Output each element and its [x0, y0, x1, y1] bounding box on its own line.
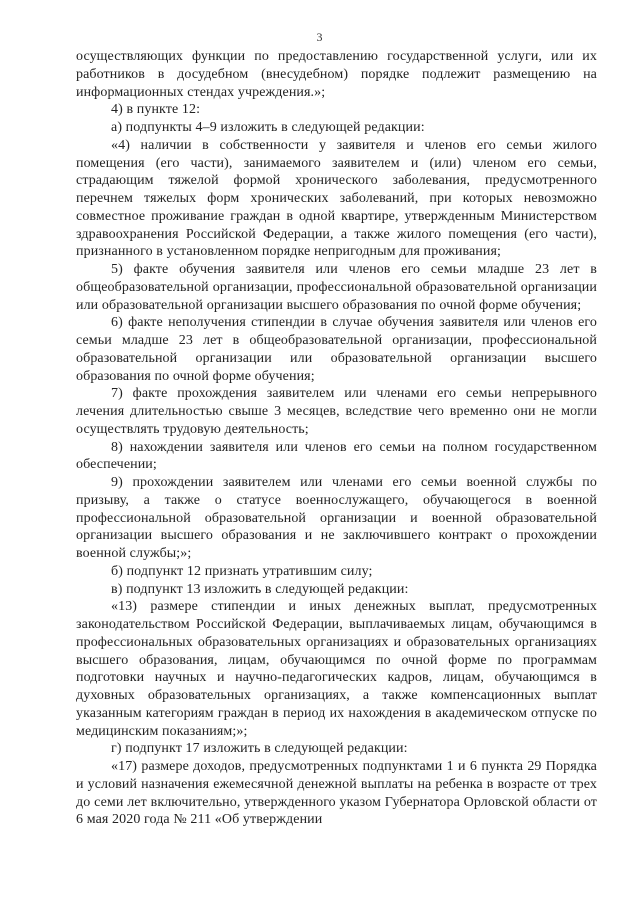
document-body — [76, 48, 597, 829]
paragraph-continuation: осуществляющих функции по предоставлению государственной услуги, или их работников в досудебном (внесудебном) порядке подлежит размещению на информационных стендах учреждения.»; — [76, 49, 597, 100]
paragraph-subpoint-6: 6) факте неполучения стипендии в случае обучения заявителя или членов его семьи младше 23 лет в общеобразовательной организации, профессиональной образовательной организации или образовательной организации высшего образования по очной форме обучения; — [76, 315, 597, 384]
paragraph-subitem-v: в) подпункт 13 изложить в следующей редакции: — [111, 581, 409, 597]
paragraph-subpoint-7: 7) факте прохождения заявителем или членами его семьи непрерывного лечения длительностью свыше 3 месяцев, вследствие чего временно они не могли осуществлять трудовую деятельность; — [76, 386, 597, 437]
paragraph-subpoint-13: «13) размере стипендии и иных денежных выплат, предусмотренных законодательством Российской Федерации, выплачиваемых лицам, обучающимся в профессиональных образовательных организациях и образовательных организациях высшего образования, лицам, обучающимся по очной форме по программам подготовки научных и научно-педагогических кадров, лицам, обучающимся в духовных образовательных организациях, а также компенсационных выплат указанным категориям граждан в период их нахождения в академическом отпуске по медицинским показаниям;»; — [76, 599, 597, 739]
paragraph-subitem-a: а) подпункты 4–9 изложить в следующей редакции: — [111, 120, 425, 135]
page-number: 3 — [316, 30, 323, 44]
paragraph-subpoint-17: «17) размере доходов, предусмотренных подпунктами 1 и 6 пункта 29 Порядка и условий назначения ежемесячной денежной выплаты на ребенка в возрасте от трех до семи лет включительно, утвержденного указом Губернатора Орловской области от 6 мая 2020 года № 211 «Об утверждении — [76, 759, 597, 828]
paragraph-subpoint-9: 9) прохождении заявителем или членами его семьи военной службы по призыву, а также о статусе военнослужащего, обучающегося в военной профессиональной образовательной организации и военной образовательной организации высшего образования и не заключившего контракт о прохождении военной службы;»; — [76, 475, 597, 561]
paragraph-subitem-g: г) подпункт 17 изложить в следующей редакции: — [111, 741, 408, 757]
paragraph-item-4-heading: 4) в пункте 12: — [111, 102, 201, 118]
paragraph-subpoint-5: 5) факте обучения заявителя или членов его семьи младше 23 лет в общеобразовательной организации, профессиональной образовательной организации или образовательной организации высшего образования по очной форме обучения; — [76, 262, 597, 313]
paragraph-subitem-b: б) подпункт 12 признать утратившим силу; — [111, 563, 373, 579]
paragraph-subpoint-8: 8) нахождении заявителя или членов его семьи на полном государственном обеспечении; — [76, 439, 597, 473]
paragraph-subpoint-4: «4) наличии в собственности у заявителя и членов его семьи жилого помещения (его части), занимаемого заявителем и (или) членом его семьи, страдающим тяжелой формой хронического заболевания, предусмотренного перечнем тяжелых форм хронических заболеваний, при которых невозможно совместное проживание граждан в одной квартире, утвержденным Министерством здравоохранения Российской Федерации, а также жилого помещения (его части), признанного в установленном порядке непригодным для проживания; — [76, 137, 597, 260]
